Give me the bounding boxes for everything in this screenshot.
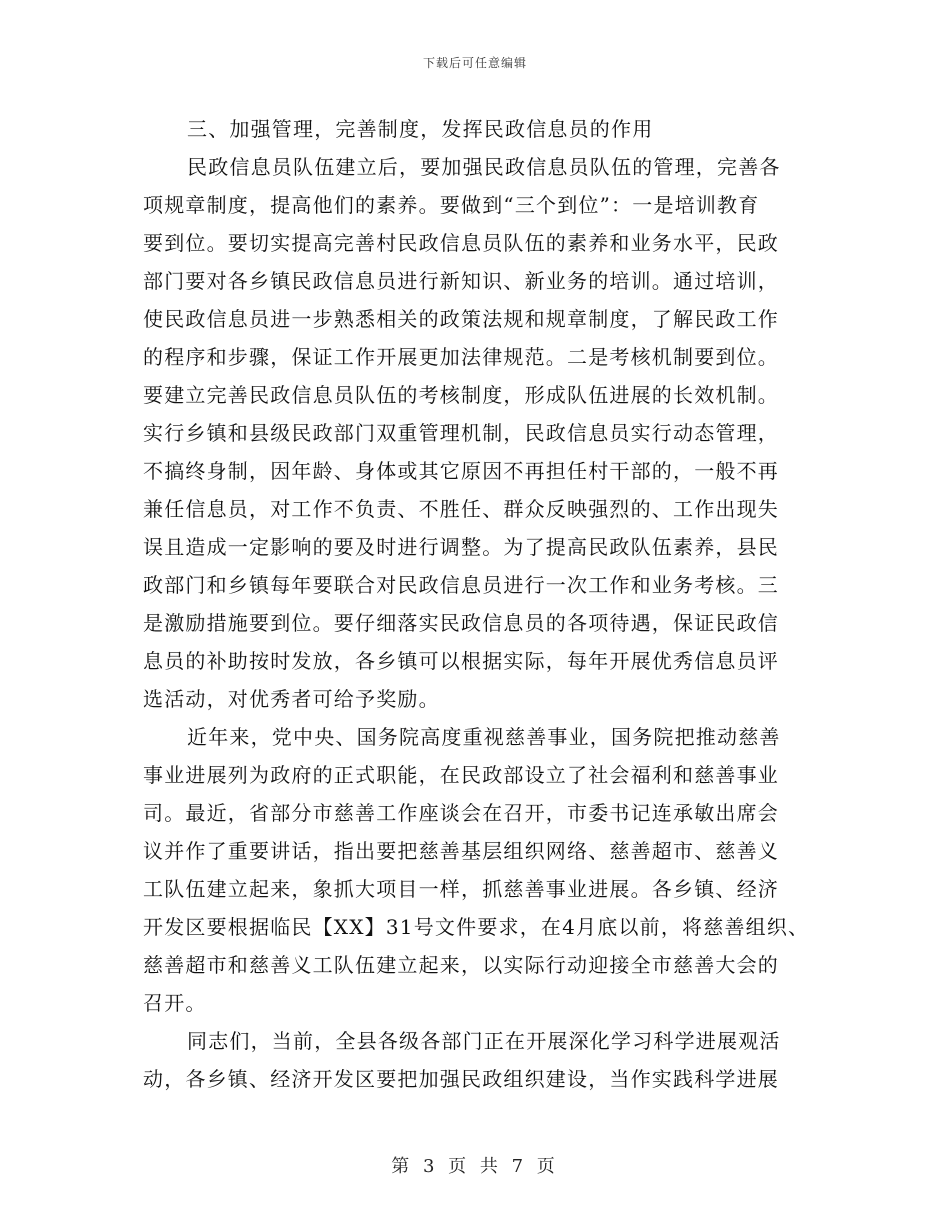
body-line: 同志们，当前，全县各级各部门正在开展深化学习科学进展观活 — [187, 1029, 781, 1053]
body-line: 不搞终身制，因年龄、身体或其它原因不再担任村干部的，一般不再 — [143, 459, 779, 483]
body-line: 兼任信息员，对工作不负责、不胜任、群众反映强烈的、工作出现失 — [143, 497, 779, 521]
body-line: 项规章制度，提高他们的素养。要做到“三个到位”：一是培训教育 — [143, 193, 760, 217]
body-line: 民政信息员队伍建立后，要加强民政信息员队伍的管理，完善各 — [187, 155, 781, 179]
body-line: 三、加强管理，完善制度，发挥民政信息员的作用 — [187, 117, 654, 141]
body-line: 政部门和乡镇每年要联合对民政信息员进行一次工作和业务考核。三 — [143, 573, 779, 597]
body-line: 要建立完善民政信息员队伍的考核制度，形成队伍进展的长效机制。 — [143, 383, 779, 407]
body-line: 息员的补助按时发放，各乡镇可以根据实际，每年开展优秀信息员评 — [143, 649, 779, 673]
body-line: 慈善超市和慈善义工队伍建立起来，以实际行动迎接全市慈善大会的 — [143, 953, 779, 977]
body-line: 的程序和步骤，保证工作开展更加法律规范。二是考核机制要到位。 — [143, 345, 779, 369]
body-line: 是激励措施要到位。要仔细落实民政信息员的各项待遇，保证民政信 — [143, 611, 779, 635]
body-line: 召开。 — [143, 991, 207, 1015]
body-line: 使民政信息员进一步熟悉相关的政策法规和规章制度，了解民政工作 — [143, 307, 779, 331]
body-line: 选活动，对优秀者可给予奖励。 — [143, 687, 440, 711]
body-line: 事业进展列为政府的正式职能，在民政部设立了社会福利和慈善事业 — [143, 763, 779, 787]
body-line: 近年来，党中央、国务院高度重视慈善事业，国务院把推动慈善 — [187, 725, 781, 749]
body-line: 实行乡镇和县级民政部门双重管理机制，民政信息员实行动态管理， — [143, 421, 779, 445]
body-line: 部门要对各乡镇民政信息员进行新知识、新业务的培训。通过培训， — [143, 269, 779, 293]
document-body — [143, 110, 809, 1098]
body-line: 开发区要根据临民【XX】31号文件要求，在4月底以前，将慈善组织、 — [143, 915, 809, 939]
body-line: 动，各乡镇、经济开发区要把加强民政组织建设，当作实践科学进展 — [143, 1067, 779, 1091]
body-line: 司。最近，省部分市慈善工作座谈会在召开，市委书记连承敏出席会 — [143, 801, 779, 825]
page-header-note: 下载后可任意编辑 — [422, 56, 527, 70]
body-line: 议并作了重要讲话，指出要把慈善基层组织网络、慈善超市、慈善义 — [143, 839, 779, 863]
body-line: 要到位。要切实提高完善村民政信息员队伍的素养和业务水平，民政 — [143, 231, 779, 255]
page-number-footer: 第 3 页 共 7 页 — [391, 1156, 559, 1177]
body-line: 误且造成一定影响的要及时进行调整。为了提高民政队伍素养，县民 — [143, 535, 779, 559]
body-line: 工队伍建立起来，象抓大项目一样，抓慈善事业进展。各乡镇、经济 — [143, 877, 779, 901]
